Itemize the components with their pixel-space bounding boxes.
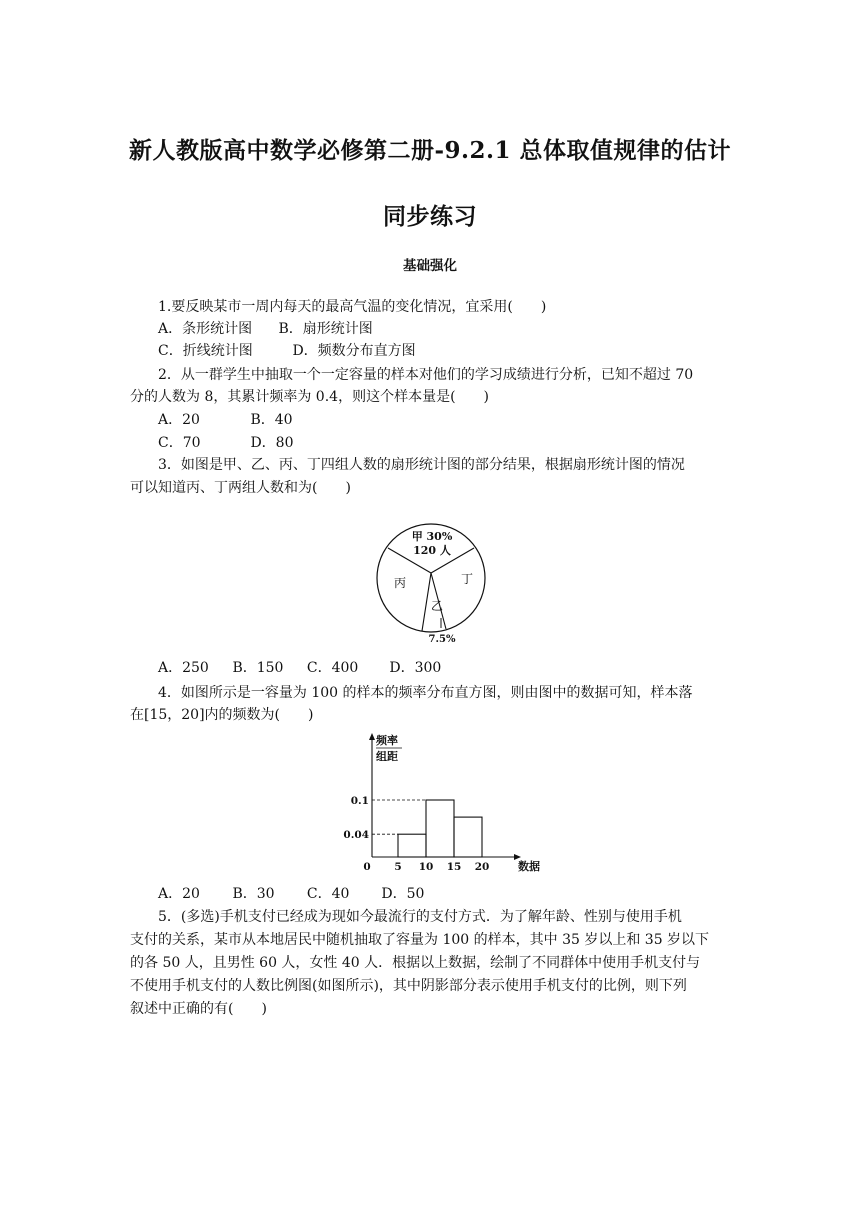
q3-option-d: D．300	[389, 660, 442, 676]
pie-chart	[370, 500, 500, 650]
x-tick-label-0: 0	[363, 861, 371, 873]
histogram-bar-2	[454, 817, 482, 857]
q1-options-row1	[158, 318, 730, 340]
y-axis-label-top: 频率	[376, 734, 398, 747]
x-tick-label-3: 15	[446, 861, 462, 873]
q3-stem-line1: 3．如图是甲、乙、丙、丁四组人数的扇形统计图的部分结果，根据扇形统计图的情况	[158, 457, 685, 473]
y-axis-label-bottom: 组距	[376, 750, 398, 763]
page-title-line1: 新人教版高中数学必修第二册-9.2.1 总体取值规律的估计	[128, 137, 732, 164]
q5-stem-line4: 不使用手机支付的人数比例图(如图所示)，其中阴影部分表示使用手机支付的比例，则下列	[130, 978, 687, 994]
x-tick-label-4: 20	[474, 861, 490, 873]
q4-stem-line1: 4．如图所示是一容量为 100 的样本的频率分布直方图，则由图中的数据可知，样本落	[158, 685, 693, 701]
q4-options	[158, 883, 730, 905]
page-title-line2: 同步练习	[383, 203, 477, 230]
q4-option-a: A．20	[158, 886, 200, 902]
q4-stem-line2: 在[15，20]内的频数为( )	[130, 707, 314, 723]
q1-option-d: D．频数分布直方图	[292, 343, 416, 359]
pie-label-ding: 丁	[460, 572, 474, 586]
pie-label-jia: 甲 30%	[411, 530, 453, 543]
q1-stem: 1.要反映某市一周内每天的最高气温的变化情况，宜采用( )	[158, 299, 547, 315]
q5-stem-line1: 5．(多选)手机支付已经成为现如今最流行的支付方式．为了解年龄、性别与使用手机	[158, 909, 682, 925]
q5-stem-line3: 的各 50 人，且男性 60 人，女性 40 人．根据以上数据，绘制了不同群体中使用手机支付与	[130, 955, 701, 971]
q2-option-d: D．80	[250, 435, 294, 451]
q3-option-b: B．150	[232, 660, 284, 676]
x-tick-label-2: 10	[418, 861, 434, 873]
q4-option-b: B．30	[232, 886, 275, 902]
q1-option-c: C．折线统计图	[158, 343, 253, 359]
q2-option-b: B．40	[250, 412, 293, 428]
pie-label-bing: 丙	[393, 576, 407, 590]
q4-option-c: C．40	[306, 886, 350, 902]
q3-option-c: C．400	[306, 660, 359, 676]
q2-options-row2	[158, 432, 730, 454]
histogram-bar-1	[426, 800, 454, 857]
frequency-histogram	[340, 730, 555, 875]
q5-stem-line5: 叙述中正确的有( )	[130, 1001, 267, 1017]
pie-label-jia-count: 120 人	[413, 544, 451, 557]
q1-option-b: B．扇形统计图	[278, 321, 373, 337]
q2-options-row1	[158, 409, 730, 431]
q1-option-a: A．条形统计图	[158, 321, 253, 337]
q5-stem-line2: 支付的关系，某市从本地居民中随机抽取了容量为 100 的样本，其中 35 岁以上和 35 岁以下	[130, 932, 710, 948]
x-axis-label: 数据	[518, 860, 540, 873]
q3-option-a: A．250	[158, 660, 209, 676]
q2-stem-line1: 2．从一群学生中抽取一个一定容量的样本对他们的学习成绩进行分析，已知不超过 70	[158, 367, 694, 383]
q4-option-d: D．50	[381, 886, 425, 902]
y-axis-arrow	[369, 733, 375, 740]
q3-stem-line2: 可以知道丙、丁两组人数和为( )	[130, 480, 351, 496]
q2-option-a: A．20	[158, 412, 200, 428]
pie-label-yi-percent: 7.5%	[428, 634, 456, 645]
y-tick-label-0: 0.04	[343, 829, 369, 842]
y-tick-label-1: 0.1	[350, 795, 369, 807]
q3-options	[158, 657, 730, 679]
q2-option-c: C．70	[158, 435, 201, 451]
q2-stem-line2: 分的人数为 8，其累计频率为 0.4，则这个样本量是( )	[130, 389, 489, 405]
pie-divider-bing-yi	[422, 573, 431, 631]
x-tick-label-1: 5	[394, 861, 402, 873]
histogram-bar-0	[398, 834, 426, 857]
pie-label-yi: 乙	[430, 599, 444, 613]
section-heading: 基础强化	[403, 258, 457, 274]
q1-options-row2	[158, 340, 730, 362]
